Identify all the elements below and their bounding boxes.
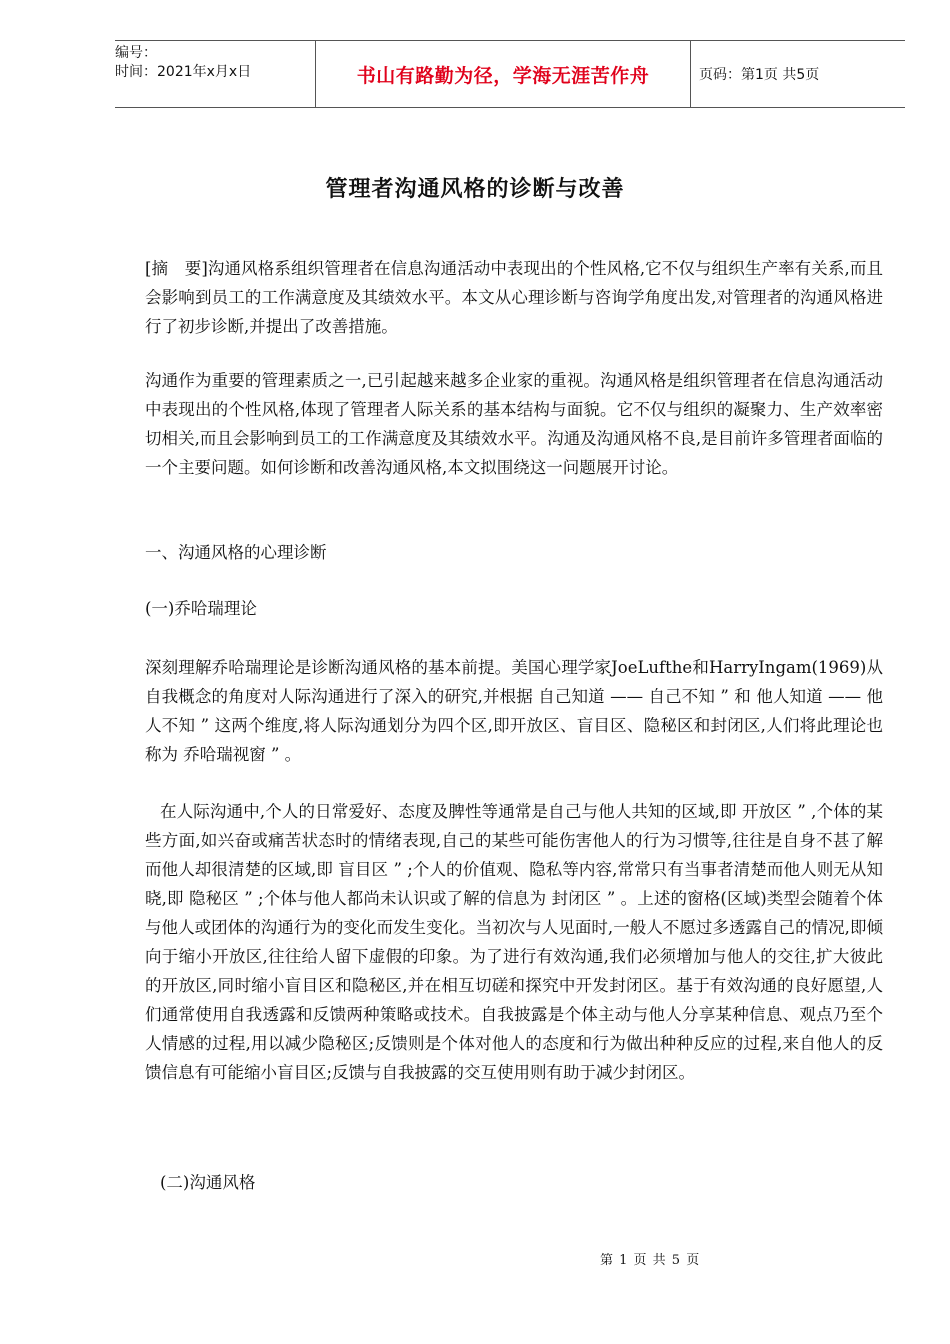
section-heading-1: 一、沟通风格的心理诊断 [145,543,327,562]
subsection-heading-2: (二)沟通风格 [160,1173,256,1192]
communication-zones-paragraph: 在人际沟通中,个人的日常爱好、态度及脾性等通常是自己与他人共知的区域,即 开放区 ” ,个体的某些方面,如兴奋或痛苦状态时的情绪表现,自己的某些可能伤害他人的行为习惯等,往往是自身不甚了解而他人却很清楚的区域,即 盲目区 ” ;个人的价值观、隐私等内容,常常只有当事者清楚而他人则无从知晓,即 隐秘区 ” ;个体与他人都尚未认识或了解的信息为 封闭区 ” 。上述的窗格(区域)类型会随着个体与他人或团体的沟通行为的变化而发生变化。当初次与人见面时,一般人不愿过多透露自己的情况,即倾向于缩小开放区,往往给人留下虚假的印象。为了进行有效沟通,我们必须增加与他人的交往,扩大彼此的开放区,同时缩小盲目区和隐秘区,并在相互切磋和探究中开发封闭区。基于有效沟通的良好愿望,人们通常使用自我透露和反馈两种策略或技术。自我披露是个体主动与他人分享某种信息、观点乃至个人情感的过程,用以减少隐秘区;反馈则是个体对他人的态度和行为做出种种反应的过程,来自他人的反馈信息有可能缩小盲目区;反馈与自我披露的交互使用则有助于减少封闭区。 [145,802,883,1082]
subsection-heading-1: (一)乔哈瑞理论 [145,599,257,618]
header-motto: 书山有路勤为径，学海无涯苦作舟 [315,41,691,107]
header-meta [115,41,315,107]
page-header [115,40,905,108]
header-time: 时间：2021年x月x日 [115,64,252,80]
header-number: 编号： [115,45,157,61]
page-footer: 第 1 页 共 5 页 [600,1253,701,1268]
document-title: 管理者沟通风格的诊断与改善 [325,176,625,202]
header-page-info: 页码：第1页 共5页 [699,67,820,83]
johari-paragraph: 深刻理解乔哈瑞理论是诊断沟通风格的基本前提。美国心理学家JoeLufthe和HarryIngam(1969)从自我概念的角度对人际沟通进行了深入的研究,并根据 自己知道 —— 自己不知 ” 和 他人知道 —— 他人不知 ” 这两个维度,将人际沟通划分为四个区,即开放区、盲目区、隐秘区和封闭区,人们将此理论也称为 乔哈瑞视窗 ” 。 [145,658,883,764]
intro-paragraph: 沟通作为重要的管理素质之一,已引起越来越多企业家的重视。沟通风格是组织管理者在信息沟通活动中表现出的个性风格,体现了管理者人际关系的基本结构与面貌。它不仅与组织的凝聚力、生产效率密切相关,而且会影响到员工的工作满意度及其绩效水平。沟通及沟通风格不良,是目前许多管理者面临的一个主要问题。如何诊断和改善沟通风格,本文拟围绕这一问题展开讨论。 [145,371,883,477]
abstract-paragraph: [摘 要]沟通风格系组织管理者在信息沟通活动中表现出的个性风格,它不仅与组织生产率有关系,而且会影响到员工的工作满意度及其绩效水平。本文从心理诊断与咨询学角度出发,对管理者的沟通风格进行了初步诊断,并提出了改善措施。 [145,259,883,336]
